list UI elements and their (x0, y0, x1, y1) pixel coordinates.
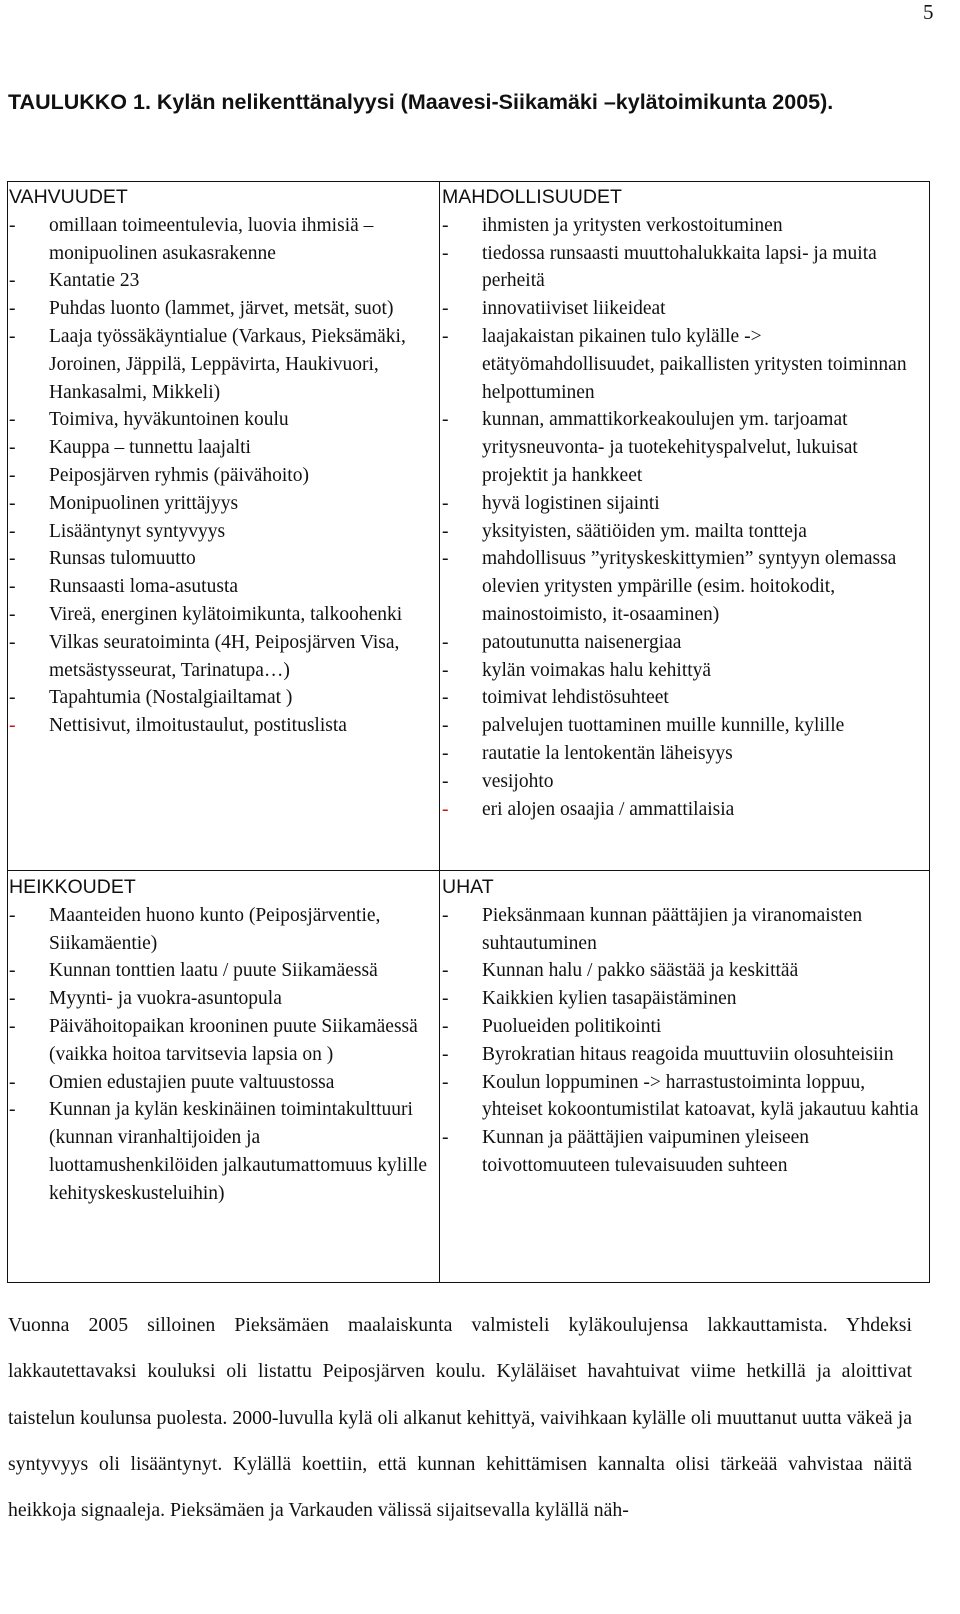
list-item: - Tapahtumia (Nostalgiailtamat ) (9, 687, 293, 709)
list-item: - Puolueiden politikointi (442, 1015, 662, 1037)
list-item: - Laaja työssäkäyntialue (Varkaus, Pieksämäki, Joroinen, Jäppilä, Leppävirta, Haukivuori, Hankasalmi, Mikkeli) (9, 325, 406, 403)
list-item: - Lisääntynyt syntyvyys (9, 520, 226, 542)
list-item: - Byrokratian hitaus reagoida muuttuviin olosuhteisiin (442, 1043, 894, 1065)
threats-list (442, 902, 922, 1180)
list-item: - Omien edustajien puute valtuustossa (9, 1071, 335, 1093)
list-item: - Monipuolinen yrittäjyys (9, 492, 239, 514)
table-heading: TAULUKKO 1. Kylän nelikenttänalyysi (Maavesi-Siikamäki –kylätoimikunta 2005). (8, 90, 834, 114)
weaknesses-quadrant (9, 874, 434, 1208)
list-item: - patoutunutta naisenergiaa (442, 631, 682, 653)
list-item: - kunnan, ammattikorkeakoulujen ym. tarjoamat yritysneuvonta- ja tuotekehityspalvelut, lukuisat projektit ja hankkeet (442, 409, 858, 486)
list-item: - Kaikkien kylien tasapäistäminen (442, 988, 737, 1010)
list-item: - Kantatie 23 (9, 270, 140, 292)
list-item: - Toimiva, hyväkuntoinen koulu (9, 409, 289, 431)
list-item: - yksityisten, säätiöiden ym. mailta tontteja (442, 520, 807, 542)
column-divider (439, 182, 440, 1282)
list-item: - Pieksänmaan kunnan päättäjien ja viranomaisten suhtautuminen (442, 904, 863, 954)
body-paragraph: Vuonna 2005 silloinen Pieksämäen maalaiskunta valmisteli kyläkoulujensa lakkauttamista. Yhdeksi lakkautettavaksi kouluksi oli listattu Peiposjärven koulu. Kyläläiset havahtuivat viime hetkillä ja aloittivat taistelun koulunsa puolesta. 2000-luvulla kylä oli alkanut kehittyä, vaivihkaan kylälle oli muuttanut uutta väkeä ja syntyvyys oli lisääntynyt. Kylällä koettiin, että kunnan kehittämisen kannalta olisi tärkeää vahvistaa näitä heikkoja signaaleja. Pieksämäen ja Varkauden välissä sijaitsevalla kylällä näh- (8, 1314, 912, 1522)
threats-quadrant (442, 874, 922, 1180)
list-item: - toimivat lehdistösuhteet (442, 687, 669, 709)
opportunities-list (442, 212, 922, 824)
list-item: - rautatie la lentokentän läheisyys (442, 742, 733, 764)
list-item: - Vilkas seuratoiminta (4H, Peiposjärven Visa, metsästysseurat, Tarinatupa…) (9, 631, 400, 681)
row-divider (8, 870, 929, 871)
page-number: 5 (923, 0, 934, 24)
list-item: - hyvä logistinen sijainti (442, 492, 660, 514)
strengths-list (9, 212, 434, 740)
list-item: - mahdollisuus ”yrityskeskittymien” syntyyn olemassa olevien yritysten ympärille (esim. hoitokodit, mainostoimisto, it-osaaminen) (442, 548, 897, 625)
list-item: - Puhdas luonto (lammet, järvet, metsät, suot) (9, 298, 394, 320)
strengths-title: VAHVUUDET (9, 186, 128, 208)
list-item: - Vireä, energinen kylätoimikunta, talkoohenki (9, 603, 403, 625)
list-item: - laajakaistan pikainen tulo kylälle -> etätyömahdollisuudet, paikallisten yritysten toiminnan helpottuminen (442, 325, 907, 403)
list-item: - Kunnan ja päättäjien vaipuminen yleiseen toivottomuuteen tulevaisuuden suhteen (442, 1127, 810, 1176)
list-item: - Runsaasti loma-asutusta (9, 576, 239, 598)
list-item: - Kunnan ja kylän keskinäinen toimintakulttuuri (kunnan viranhaltijoiden ja luottamushenkilöiden jalkautumattomuus kylille kehityskeskusteluihin) (9, 1099, 428, 1204)
list-item: - Kunnan halu / pakko säästää ja keskittää (442, 960, 799, 982)
threats-title: UHAT (442, 876, 494, 898)
strengths-quadrant (9, 184, 434, 740)
list-item: - vesijohto (442, 770, 554, 792)
list-item: - Nettisivut, ilmoitustaulut, postituslista (9, 715, 347, 737)
weaknesses-title: HEIKKOUDET (9, 876, 136, 898)
list-item: - palvelujen tuottaminen muille kunnille, kylille (442, 715, 845, 737)
list-item: - Kauppa – tunnettu laajalti (9, 437, 251, 459)
list-item: - omillaan toimeentulevia, luovia ihmisiä – monipuolinen asukasrakenne (9, 214, 374, 264)
list-item: - Maanteiden huono kunto (Peiposjärventie, Siikamäentie) (9, 904, 381, 954)
list-item: - kylän voimakas halu kehittyä (442, 659, 712, 681)
weaknesses-list (9, 902, 434, 1208)
list-item: - Kunnan tonttien laatu / puute Siikamäessä (9, 960, 378, 982)
list-item: - Runsas tulomuutto (9, 548, 196, 570)
list-item: - Koulun loppuminen -> harrastustoiminta loppuu, yhteiset kokoontumistilat katoavat, kylä jakautuu kahtia (442, 1071, 919, 1121)
list-item: - eri alojen osaajia / ammattilaisia (442, 798, 735, 820)
list-item: - innovatiiviset liikeideat (442, 298, 666, 320)
list-item: - tiedossa runsaasti muuttohalukkaita lapsi- ja muita perheitä (442, 242, 877, 292)
opportunities-title: MAHDOLLISUUDET (442, 186, 622, 208)
opportunities-quadrant (442, 184, 922, 823)
list-item: - Myynti- ja vuokra-asuntopula (9, 988, 282, 1010)
list-item: - ihmisten ja yritysten verkostoituminen (442, 214, 783, 236)
swot-table (7, 181, 930, 1283)
list-item: - Peiposjärven ryhmis (päivähoito) (9, 464, 309, 486)
list-item: - Päivähoitopaikan krooninen puute Siikamäessä (vaikka hoitoa tarvitsevia lapsia on ) (9, 1015, 418, 1065)
